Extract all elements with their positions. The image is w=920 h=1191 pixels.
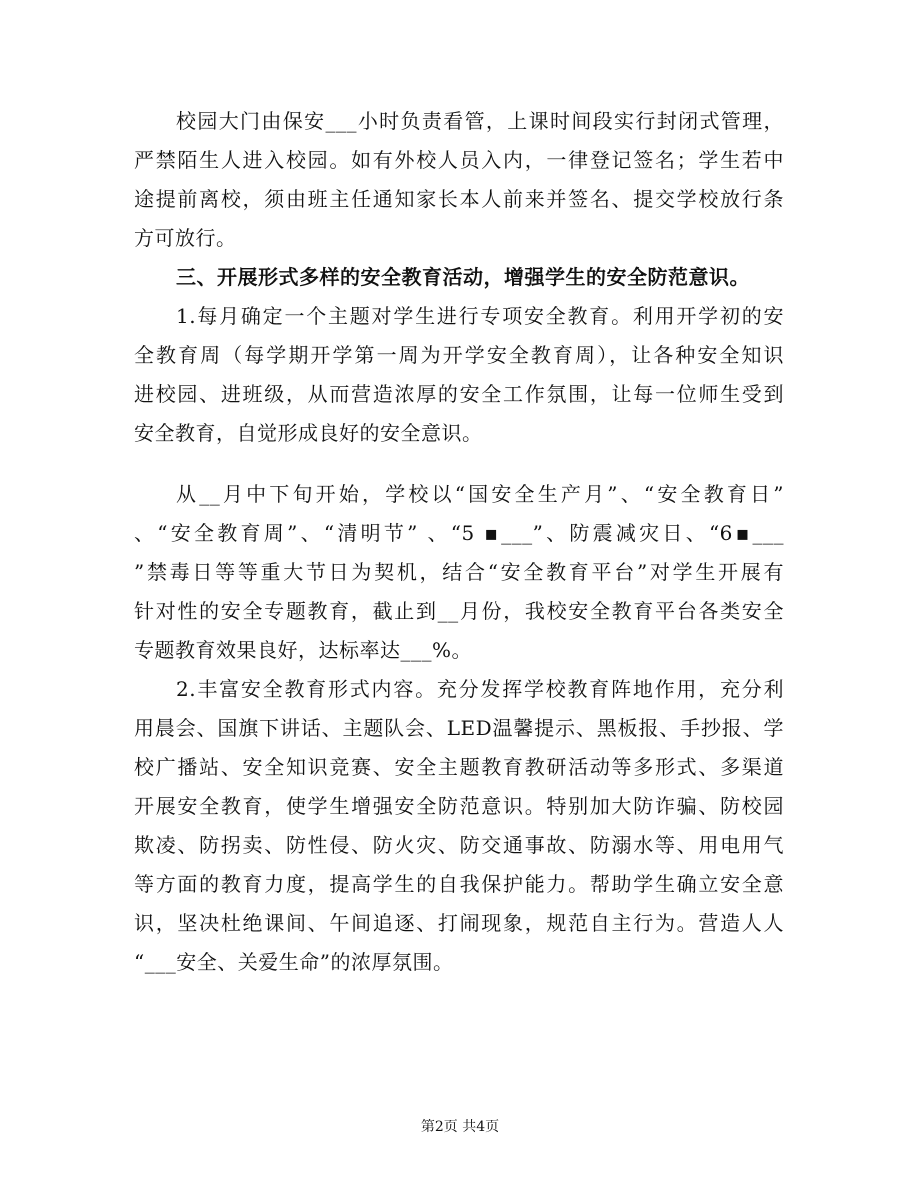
text-line: 从__月中下旬开始，学校以“国安全生产月”、“安全教育日” [176, 482, 784, 506]
paragraph-monthly-theme [134, 297, 784, 453]
text-line: 方可放行。 [134, 226, 237, 250]
section-heading [134, 258, 784, 297]
text-line: 校园大门由保安___小时负责看管，上课时间段实行封闭式管理， [176, 109, 784, 133]
text-line: 安全教育，自觉形成良好的安全意识。 [134, 421, 483, 445]
text-line: 严禁陌生人进入校园。如有外校人员入内，一律登记签名；学生若中 [134, 148, 784, 172]
page-number-footer: 第2页 共4页 [420, 1119, 500, 1135]
heading-text: 三、开展形式多样的安全教育活动，增强学生的安全防范意识。 [176, 265, 750, 289]
text-line: 用晨会、国旗下讲话、主题队会、LED温馨提示、黑板报、手抄报、学 [134, 716, 784, 740]
text-line: 1.每月确定一个主题对学生进行专项安全教育。利用开学初的安 [176, 304, 784, 328]
paragraph-special-days [134, 475, 784, 670]
text-line: 途提前离校，须由班主任通知家长本人前来并签名、提交学校放行条 [134, 187, 784, 211]
text-line: 全教育周（每学期开学第一周为开学安全教育周），让各种安全知识 [134, 343, 784, 367]
text-line: ”禁毒日等等重大节日为契机，结合“安全教育平台”对学生开展有 [134, 560, 784, 584]
text-line: 进校园、进班级，从而营造浓厚的安全工作氛围，让每一位师生受到 [134, 382, 784, 406]
text-line: 针对性的安全专题教育，截止到__月份，我校安全教育平台各类安全 [134, 599, 784, 623]
text-line: 识，坚决杜绝课间、午间追逐、打闹现象，规范自主行为。营造人人 [134, 911, 784, 935]
paragraph-education-forms [134, 670, 784, 982]
text-line: 专题教育效果良好，达标率达___%。 [134, 638, 473, 662]
text-line: 开展安全教育，使学生增强安全防范意识。特别加大防诈骗、防校园 [134, 794, 784, 818]
text-line: 、“安全教育周”、“清明节” 、“5 ▪___”、防震减灾日、“6▪___ [134, 521, 784, 545]
text-line: 等方面的教育力度，提高学生的自我保护能力。帮助学生确立安全意 [134, 872, 784, 896]
text-line: “___安全、关爱生命”的浓厚氛围。 [134, 950, 454, 974]
paragraph-campus-gate [134, 102, 784, 258]
text-line: 2.丰富安全教育形式内容。充分发挥学校教育阵地作用，充分利 [176, 677, 784, 701]
text-line: 校广播站、安全知识竞赛、安全主题教育教研活动等多形式、多渠道 [134, 755, 784, 779]
text-line: 欺凌、防拐卖、防性侵、防火灾、防交通事故、防溺水等、用电用气 [134, 833, 784, 857]
